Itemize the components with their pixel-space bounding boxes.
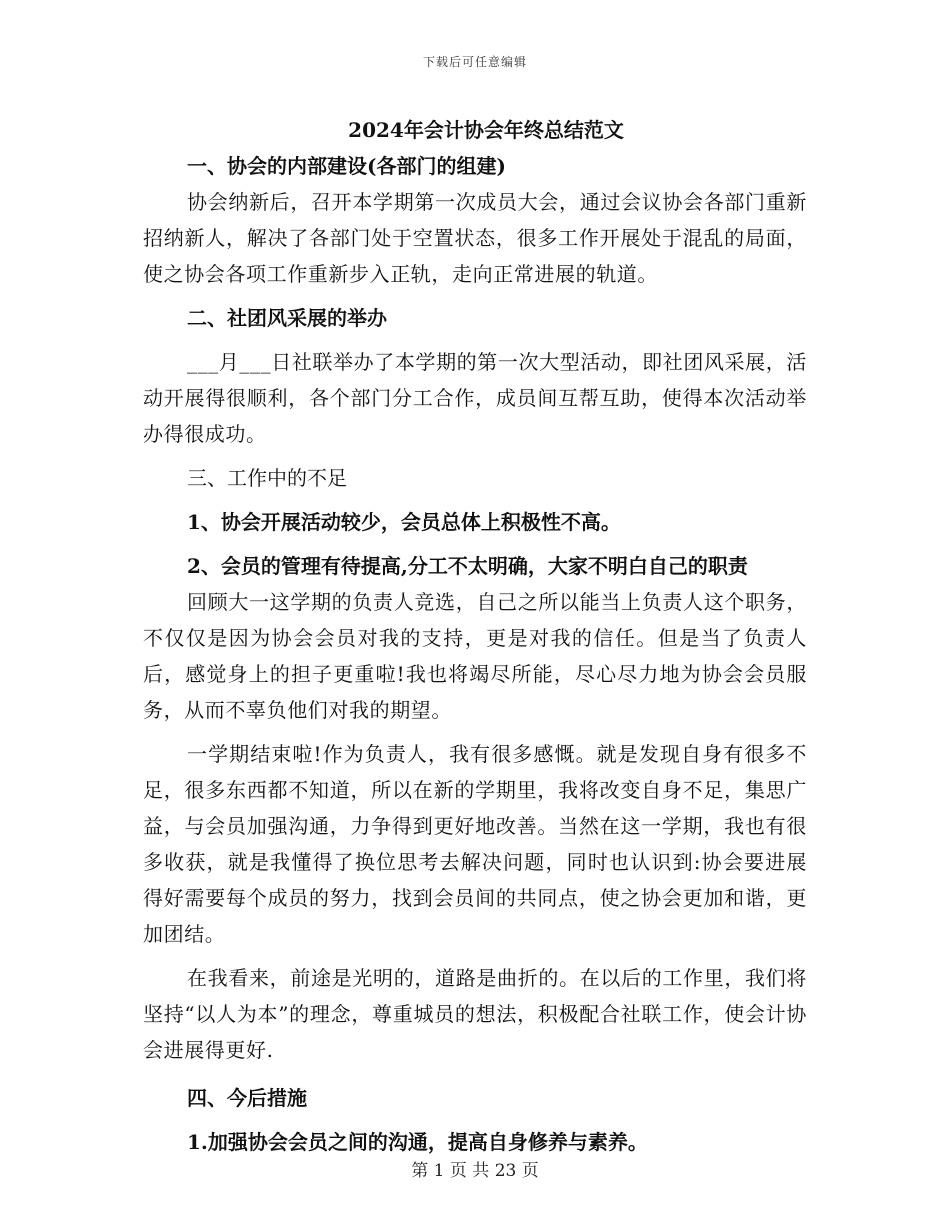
document-body (143, 112, 807, 1160)
section-3-paragraph-1: 回顾大一这学期的负责人竞选，自己之所以能当上负责人这个职务，不仅仅是因为协会会员对我的支持，更是对我的信任。但是当了负责人后，感觉身上的担子更重啦!我也将竭尽所能，尽心尽力地为协会会员服务，从而不辜负他们对我的期望。 (143, 590, 807, 722)
section-1-heading: 一、协会的内部建设(各部门的组建) (187, 154, 506, 178)
section-3-item-1: 1、协会开展活动较少，会员总体上积极性不高。 (187, 510, 621, 534)
section-3-paragraph-2: 一学期结束啦!作为负责人，我有很多感慨。就是发现自身有很多不足，很多东西都不知道，所以在新的学期里，我将改变自身不足，集思广益，与会员加强沟通，力争得到更好地改善。当然在这一学期，我也有很多收获，就是我懂得了换位思考去解决问题，同时也认识到:协会要进展得好需要每个成员的努力，找到会员间的共同点，使之协会更加和谐，更加团结。 (143, 742, 807, 946)
section-4-item-1: 1.加强协会会员之间的沟通，提高自身修养与素养。 (187, 1130, 648, 1154)
section-4-heading: 四、今后措施 (187, 1086, 307, 1110)
page-footer: 第 1 页 共 23 页 (411, 1161, 539, 1181)
document-title: 2024年会计协会年终总结范文 (348, 118, 624, 142)
section-3-item-2: 2、会员的管理有待提高,分工不太明确，大家不明白自己的职责 (187, 554, 748, 578)
section-3-heading: 三、工作中的不足 (187, 466, 347, 490)
section-1-paragraph: 协会纳新后，召开本学期第一次成员大会，通过会议协会各部门重新招纳新人，解决了各部门处于空置状态，很多工作开展处于混乱的局面，使之协会各项工作重新步入正轨，走向正常进展的轨道。 (143, 190, 807, 286)
section-3-paragraph-3: 在我看来，前途是光明的，道路是曲折的。在以后的工作里，我们将坚持“以人为本”的理念，尊重城员的想法，积极配合社联工作，使会计协会进展得更好. (143, 966, 807, 1062)
header-note: 下载后可任意编辑 (422, 55, 527, 69)
section-2-paragraph: ___月___日社联举办了本学期的第一次大型活动，即社团风采展，活动开展得很顺利，各个部门分工合作，成员间互帮互助，使得本次活动举办得很成功。 (143, 350, 807, 446)
section-2-heading: 二、社团风采展的举办 (187, 306, 387, 330)
